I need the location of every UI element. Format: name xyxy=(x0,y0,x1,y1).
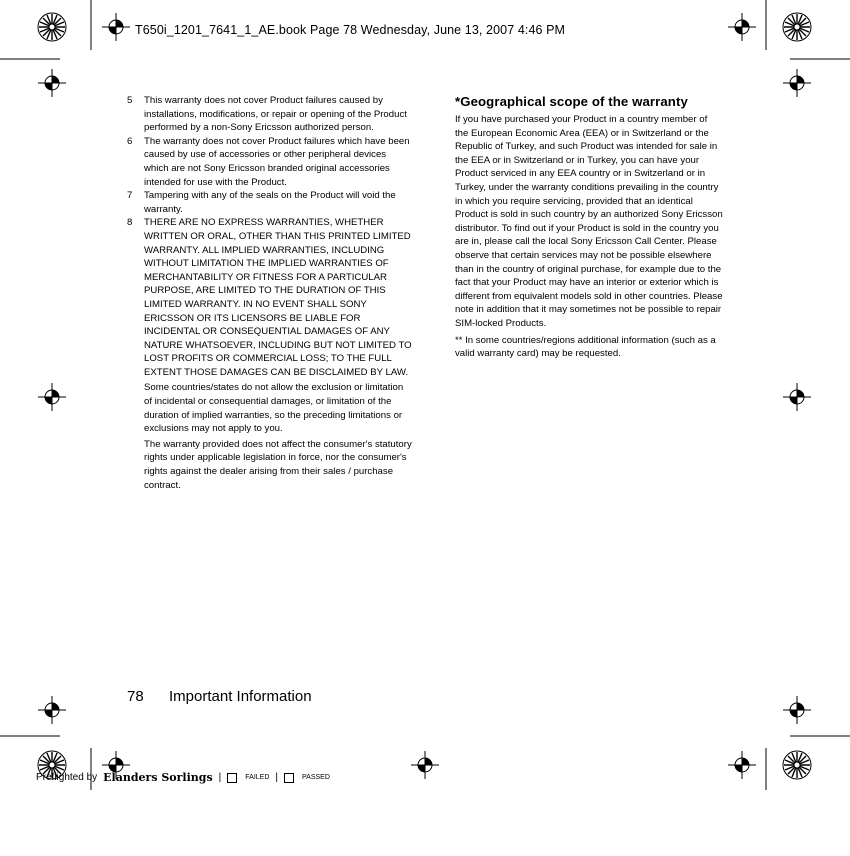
registration-mark xyxy=(783,69,811,97)
print-slug: T650i_1201_7641_1_AE.book Page 78 Wednesday, June 13, 2007 4:46 PM xyxy=(135,23,566,37)
list-item xyxy=(127,94,412,135)
registration-mark xyxy=(38,69,66,97)
list-item xyxy=(127,135,412,189)
footer-section-title: Important Information xyxy=(169,688,312,705)
passed-checkbox xyxy=(284,773,294,783)
registration-mark xyxy=(38,696,66,724)
color-bar-mark xyxy=(783,13,811,41)
list-number: 8 xyxy=(127,217,133,229)
registration-mark xyxy=(38,383,66,411)
list-text: The warranty does not cover Product failures which have been caused by use of accessories or other peripheral devices which are not Sony Ericsson branded original accessories intended for use with the Product. xyxy=(144,135,410,188)
list-item xyxy=(127,189,412,216)
separator: | xyxy=(275,772,279,783)
list-text: THERE ARE NO EXPRESS WARRANTIES, WHETHER WRITTEN OR ORAL, OTHER THAN THIS PRINTED LIMITED WARRANTY. ALL IMPLIED WARRANTIES, INCLUDING WITHOUT LIMITATION THE IMPLIED WARRANTIES OF MERCHANTABILITY OR FITNESS FOR A PARTICULAR PURPOSE, ARE LIMITED TO THE DURATION OF THIS LIMITED WARRANTY. IN NO EVENT SHALL SONY ERICSSON OR ITS LICENSORS BE LIABLE FOR INCIDENTAL OR CONSEQUENTIAL DAMAGES OF ANY NATURE WHATSOEVER, INCLUDING BUT NOT LIMITED TO LOST PROFITS OR COMMERCIAL LOSS; TO THE FULL EXTENT THOSE DAMAGES CAN BE DISCLAIMED BY LAW. xyxy=(144,217,412,378)
paragraph-exclusions: Some countries/states do not allow the exclusion or limitation of incidental or consequential damages, or limitation of the duration of implied warranties, so the preceding limitations or exclusions may not apply to you. xyxy=(144,382,404,435)
list-item xyxy=(127,216,412,379)
right-column xyxy=(455,94,723,361)
separator: | xyxy=(218,772,222,783)
failed-label: FAILED xyxy=(245,774,270,781)
passed-label: PASSED xyxy=(302,774,330,781)
list-number: 7 xyxy=(127,190,133,202)
paragraph-statutory-rights: The warranty provided does not affect the consumer's statutory rights under applicable legislation in force, nor the consumer's rights against the dealer arising from their sales / purchase contract. xyxy=(144,438,412,491)
registration-mark xyxy=(102,13,130,41)
registration-mark xyxy=(783,383,811,411)
section-body: If you have purchased your Product in a country member of the European Economic Area (EEA) or in Switzerland or the Republic of Turkey, and such Product was intended for sale in the EEA or in Switzerland or in Turkey, you can have your Product serviced in any EEA country or in Switzerland or in Turkey, under the warranty conditions prevailing in the country in which you require servicing, provided that an identical Product is sold in such country by an authorized Sony Ericsson distributor. To find out if your Product is sold in the country you are in, please call the local Sony Ericsson Call Center. Please observe that certain services may not be possible elsewhere than in the country of original purchase, for example due to the fact that your Product may have an interior or exterior which is different from equivalent models sold in other countries. Please note in addition that it may sometimes not be possible to repair SIM-locked Products. xyxy=(455,114,723,329)
left-column xyxy=(127,94,412,492)
page-footer xyxy=(127,688,312,705)
preflight-stamp xyxy=(36,771,330,784)
preflight-label: Preflighted by xyxy=(36,772,98,783)
registration-mark xyxy=(728,13,756,41)
list-number: 6 xyxy=(127,135,133,147)
failed-checkbox xyxy=(227,773,237,783)
preflight-brand: Elanders Sorlings xyxy=(103,771,213,784)
registration-mark xyxy=(411,751,439,779)
list-text: This warranty does not cover Product failures caused by installations, modifications, or repair or opening of the Product performed by a non-Sony Ericsson authorized person. xyxy=(144,95,407,134)
list-text: Tampering with any of the seals on the Product will void the warranty. xyxy=(144,190,396,215)
color-bar-mark xyxy=(38,13,66,41)
registration-mark xyxy=(783,696,811,724)
section-title: *Geographical scope of the warranty xyxy=(455,94,688,109)
list-number: 5 xyxy=(127,95,133,106)
footnote: ** In some countries/regions additional information (such as a valid warranty card) may be requested. xyxy=(455,334,716,360)
registration-mark xyxy=(728,751,756,779)
color-bar-mark xyxy=(783,751,811,779)
page-number: 78 xyxy=(127,688,144,705)
